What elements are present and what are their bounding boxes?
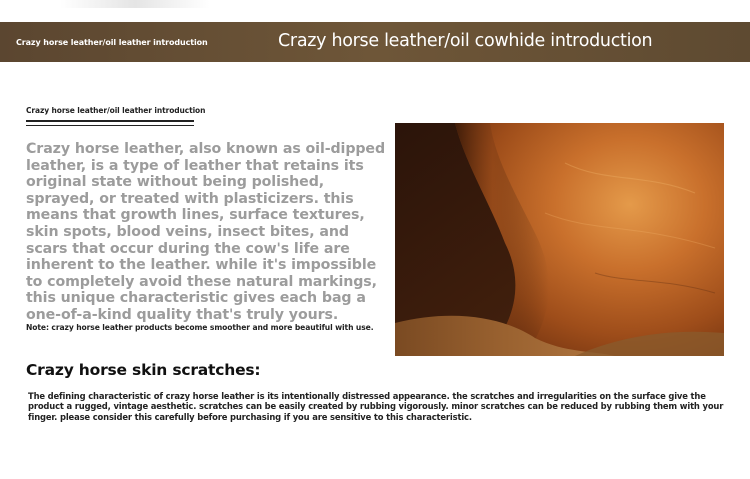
- top-decorative-fade: [60, 0, 210, 8]
- scratches-heading: Crazy horse skin scratches:: [26, 361, 261, 379]
- section-rule-thick: [26, 120, 194, 122]
- intro-paragraph: Crazy horse leather, also known as oil-dipped leather, is a type of leather that retains its original state without being polished, sprayed, or treated with plasticizers. this means that growth lines, surface textures, skin spots, blood veins, insect bites, and scars that occur during the cow's life are inherent to the leather. while it's impossible to completely avoid these natural markings, this unique characteristic gives each bag a one-of-a-kind quality that's truly yours.: [26, 141, 386, 323]
- section-label: Crazy horse leather/oil leather introduction: [26, 106, 206, 115]
- scratches-paragraph: The defining characteristic of crazy horse leather is its intentionally distressed appearance. the scratches and irregularities on the surface give the product a rugged, vintage aesthetic. scratches can be easily created by rubbing vigorously. minor scratches can be reduced by rubbing them with your finger. please consider this carefully before purchasing if you are sensitive to this characteristic.: [28, 391, 724, 422]
- banner-title: Crazy horse leather/oil cowhide introduction: [278, 31, 653, 51]
- header-banner: [0, 22, 750, 62]
- leather-photo: [395, 123, 724, 356]
- banner-small-title: Crazy horse leather/oil leather introduction: [16, 38, 208, 47]
- usage-note: Note: crazy horse leather products become smoother and more beautiful with use.: [26, 323, 374, 332]
- section-rule-thin: [26, 125, 194, 126]
